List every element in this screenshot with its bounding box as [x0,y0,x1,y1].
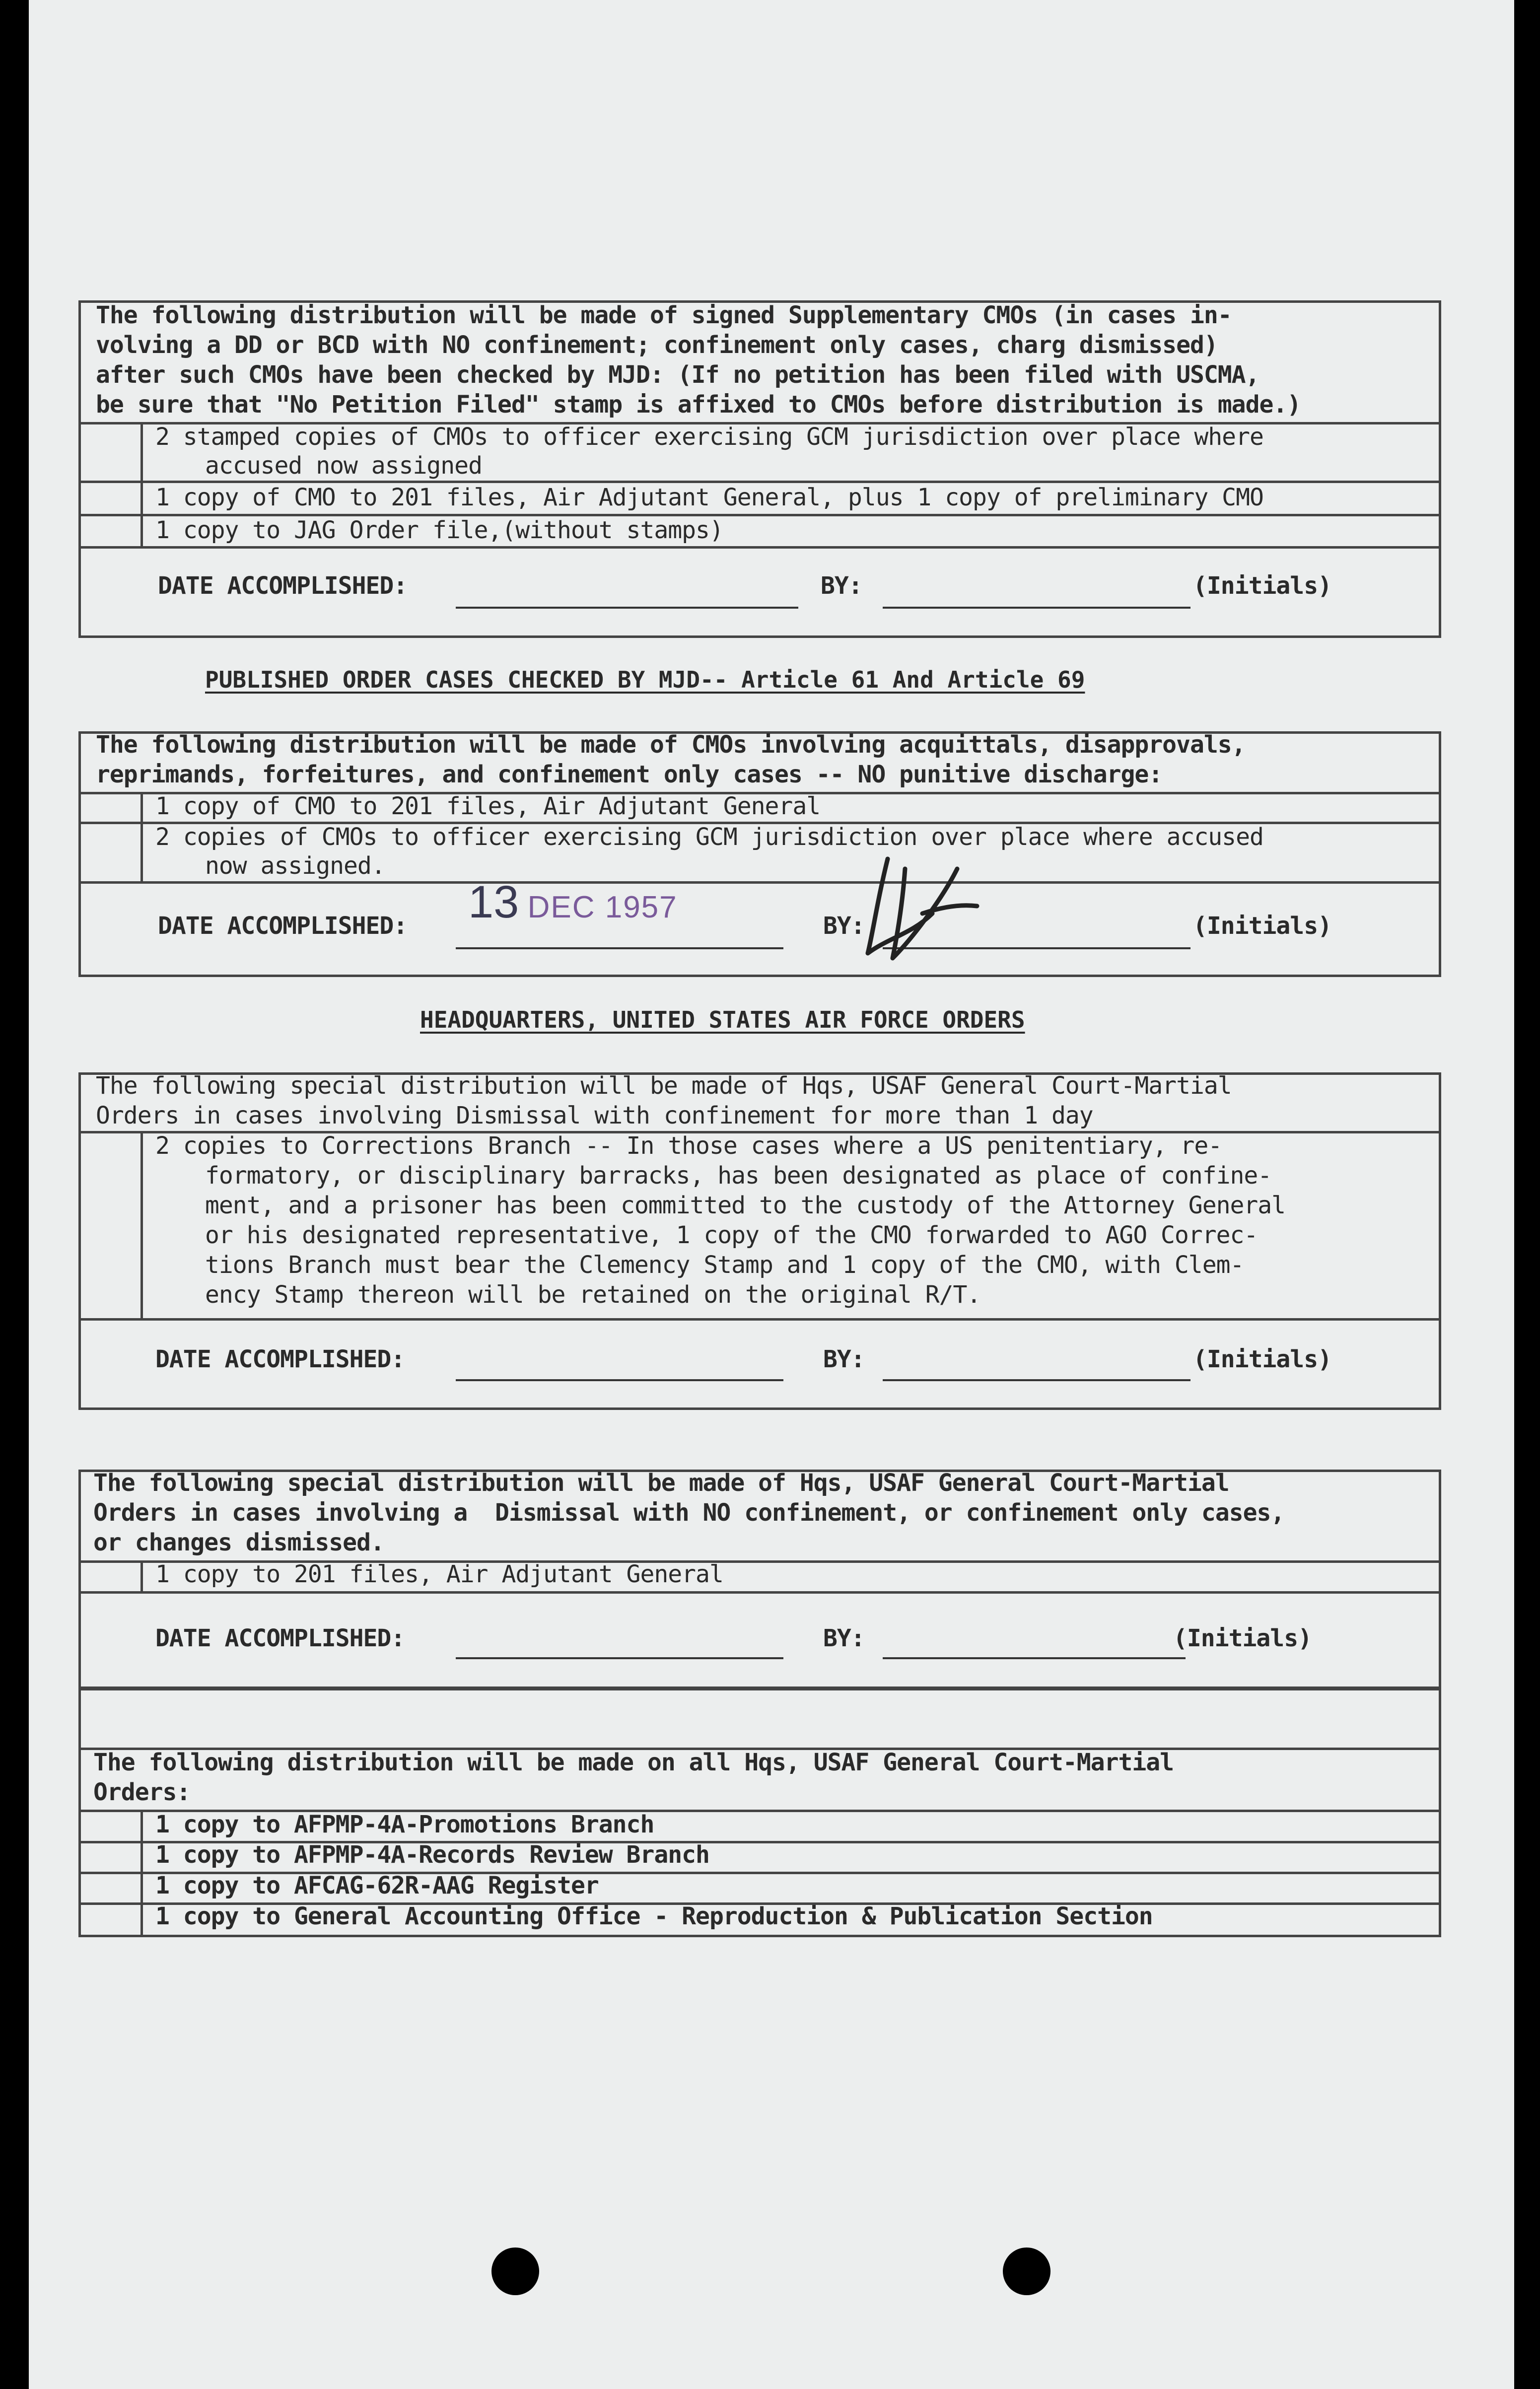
document-page [29,0,1514,2389]
date-received-stamp [468,876,678,928]
section3-by-label: BY: [823,1345,865,1373]
section3-by-field[interactable] [883,1379,1190,1381]
section3-date-label: DATE ACCOMPLISHED: [155,1345,405,1373]
section4-by-field[interactable] [883,1657,1186,1659]
section5-intro-line2: Orders: [93,1778,191,1806]
section1-initials-label: (Initials) [1193,572,1331,600]
section5-item2: 1 copy to AFPMP-4A-Records Review Branch [155,1841,709,1869]
section4-date-label: DATE ACCOMPLISHED: [155,1624,405,1652]
section5-intro-line1: The following distribution will be made on all Hqs, USAF General Court-Martial [93,1749,1174,1776]
section1-intro-line4: be sure that "No Petition Filed" stamp is affixed to CMOs before distribution is made.) [96,391,1301,419]
section3-intro-line2: Orders in cases involving Dismissal with confinement for more than 1 day [96,1102,1093,1129]
section2-by-label: BY: [823,912,865,940]
section4-by-label: BY: [823,1624,865,1652]
section3-item1-line6: ency Stamp thereon will be retained on the original R/T. [205,1281,981,1309]
section3-date-field[interactable] [456,1379,783,1381]
section1-intro-line3: after such CMOs have been checked by MJD: (If no petition has been filed with USCMA, [96,361,1260,389]
section1-date-label: DATE ACCOMPLISHED: [158,572,408,600]
section3-item1-line5: tions Branch must bear the Clemency Stamp and 1 copy of the CMO, with Clem- [205,1251,1244,1279]
section3-item1-line1: 2 copies to Corrections Branch -- In those cases where a US penitentiary, re- [155,1132,1222,1160]
initials-signature [858,839,987,968]
section1-item2: 1 copy of CMO to 201 files, Air Adjutant General, plus 1 copy of preliminary CMO [155,484,1263,511]
section5-item4: 1 copy to General Accounting Office - Reproduction & Publication Section [155,1902,1153,1930]
section1-by-field[interactable] [883,607,1190,609]
section3-initials-label: (Initials) [1193,1345,1331,1373]
heading-published-orders: PUBLISHED ORDER CASES CHECKED BY MJD-- Article 61 And Article 69 [205,666,1085,693]
section2-date-field[interactable] [456,947,783,949]
section1-item1-line2: accused now assigned [205,452,482,480]
section3-intro-line1: The following special distribution will be made of Hqs, USAF General Court-Martial [96,1072,1232,1100]
section1-item1-line1: 2 stamped copies of CMOs to officer exercising GCM jurisdiction over place where [155,423,1263,451]
section2-item1: 1 copy of CMO to 201 files, Air Adjutant General [155,792,821,820]
section3-item1-line2: formatory, or disciplinary barracks, has been designated as place of confine- [205,1162,1272,1190]
section1-intro-line2: volving a DD or BCD with NO confinement; confinement only cases, charg dismissed) [96,331,1218,359]
section1-by-label: BY: [821,572,862,600]
section5-item1: 1 copy to AFPMP-4A-Promotions Branch [155,1811,654,1838]
section1-date-field[interactable] [456,607,798,609]
heading-headquarters-orders: HEADQUARTERS, UNITED STATES AIR FORCE ORDERS [420,1006,1025,1033]
stamp-month-year: DEC 1957 [527,890,678,924]
section3-item1-line3: ment, and a prisoner has been committed to the custody of the Attorney General [205,1192,1286,1219]
section2-intro-line2: reprimands, forfeitures, and confinement only cases -- NO punitive discharge: [96,761,1163,788]
section2-initials-label: (Initials) [1193,912,1331,940]
section4-intro-line1: The following special distribution will be made of Hqs, USAF General Court-Martial [93,1469,1229,1497]
section4-intro-line3: or changes dismissed. [93,1529,384,1556]
section4-initials-label: (Initials) [1173,1624,1312,1652]
section4-item1: 1 copy to 201 files, Air Adjutant General [155,1560,723,1588]
section4-intro-line2: Orders in cases involving a Dismissal with NO confinement, or confinement only cases, [93,1499,1285,1527]
section2-intro-line1: The following distribution will be made of CMOs involving acquittals, disapprovals, [96,731,1246,759]
stamp-day: 13 [468,877,519,927]
punch-hole-left [491,2248,539,2295]
section5-item3: 1 copy to AFCAG-62R-AAG Register [155,1872,599,1899]
section2-item2-line2: now assigned. [205,852,385,880]
section3-item1-line4: or his designated representative, 1 copy of the CMO forwarded to AGO Correc- [205,1221,1258,1249]
section4-date-field[interactable] [456,1657,783,1659]
punch-hole-right [1003,2248,1050,2295]
section2-date-label: DATE ACCOMPLISHED: [158,912,408,940]
section2-item2-line1: 2 copies of CMOs to officer exercising GCM jurisdiction over place where accused [155,823,1263,851]
section1-item3: 1 copy to JAG Order file,(without stamps) [155,516,723,544]
section1-intro-line1: The following distribution will be made of signed Supplementary CMOs (in cases in- [96,301,1232,329]
